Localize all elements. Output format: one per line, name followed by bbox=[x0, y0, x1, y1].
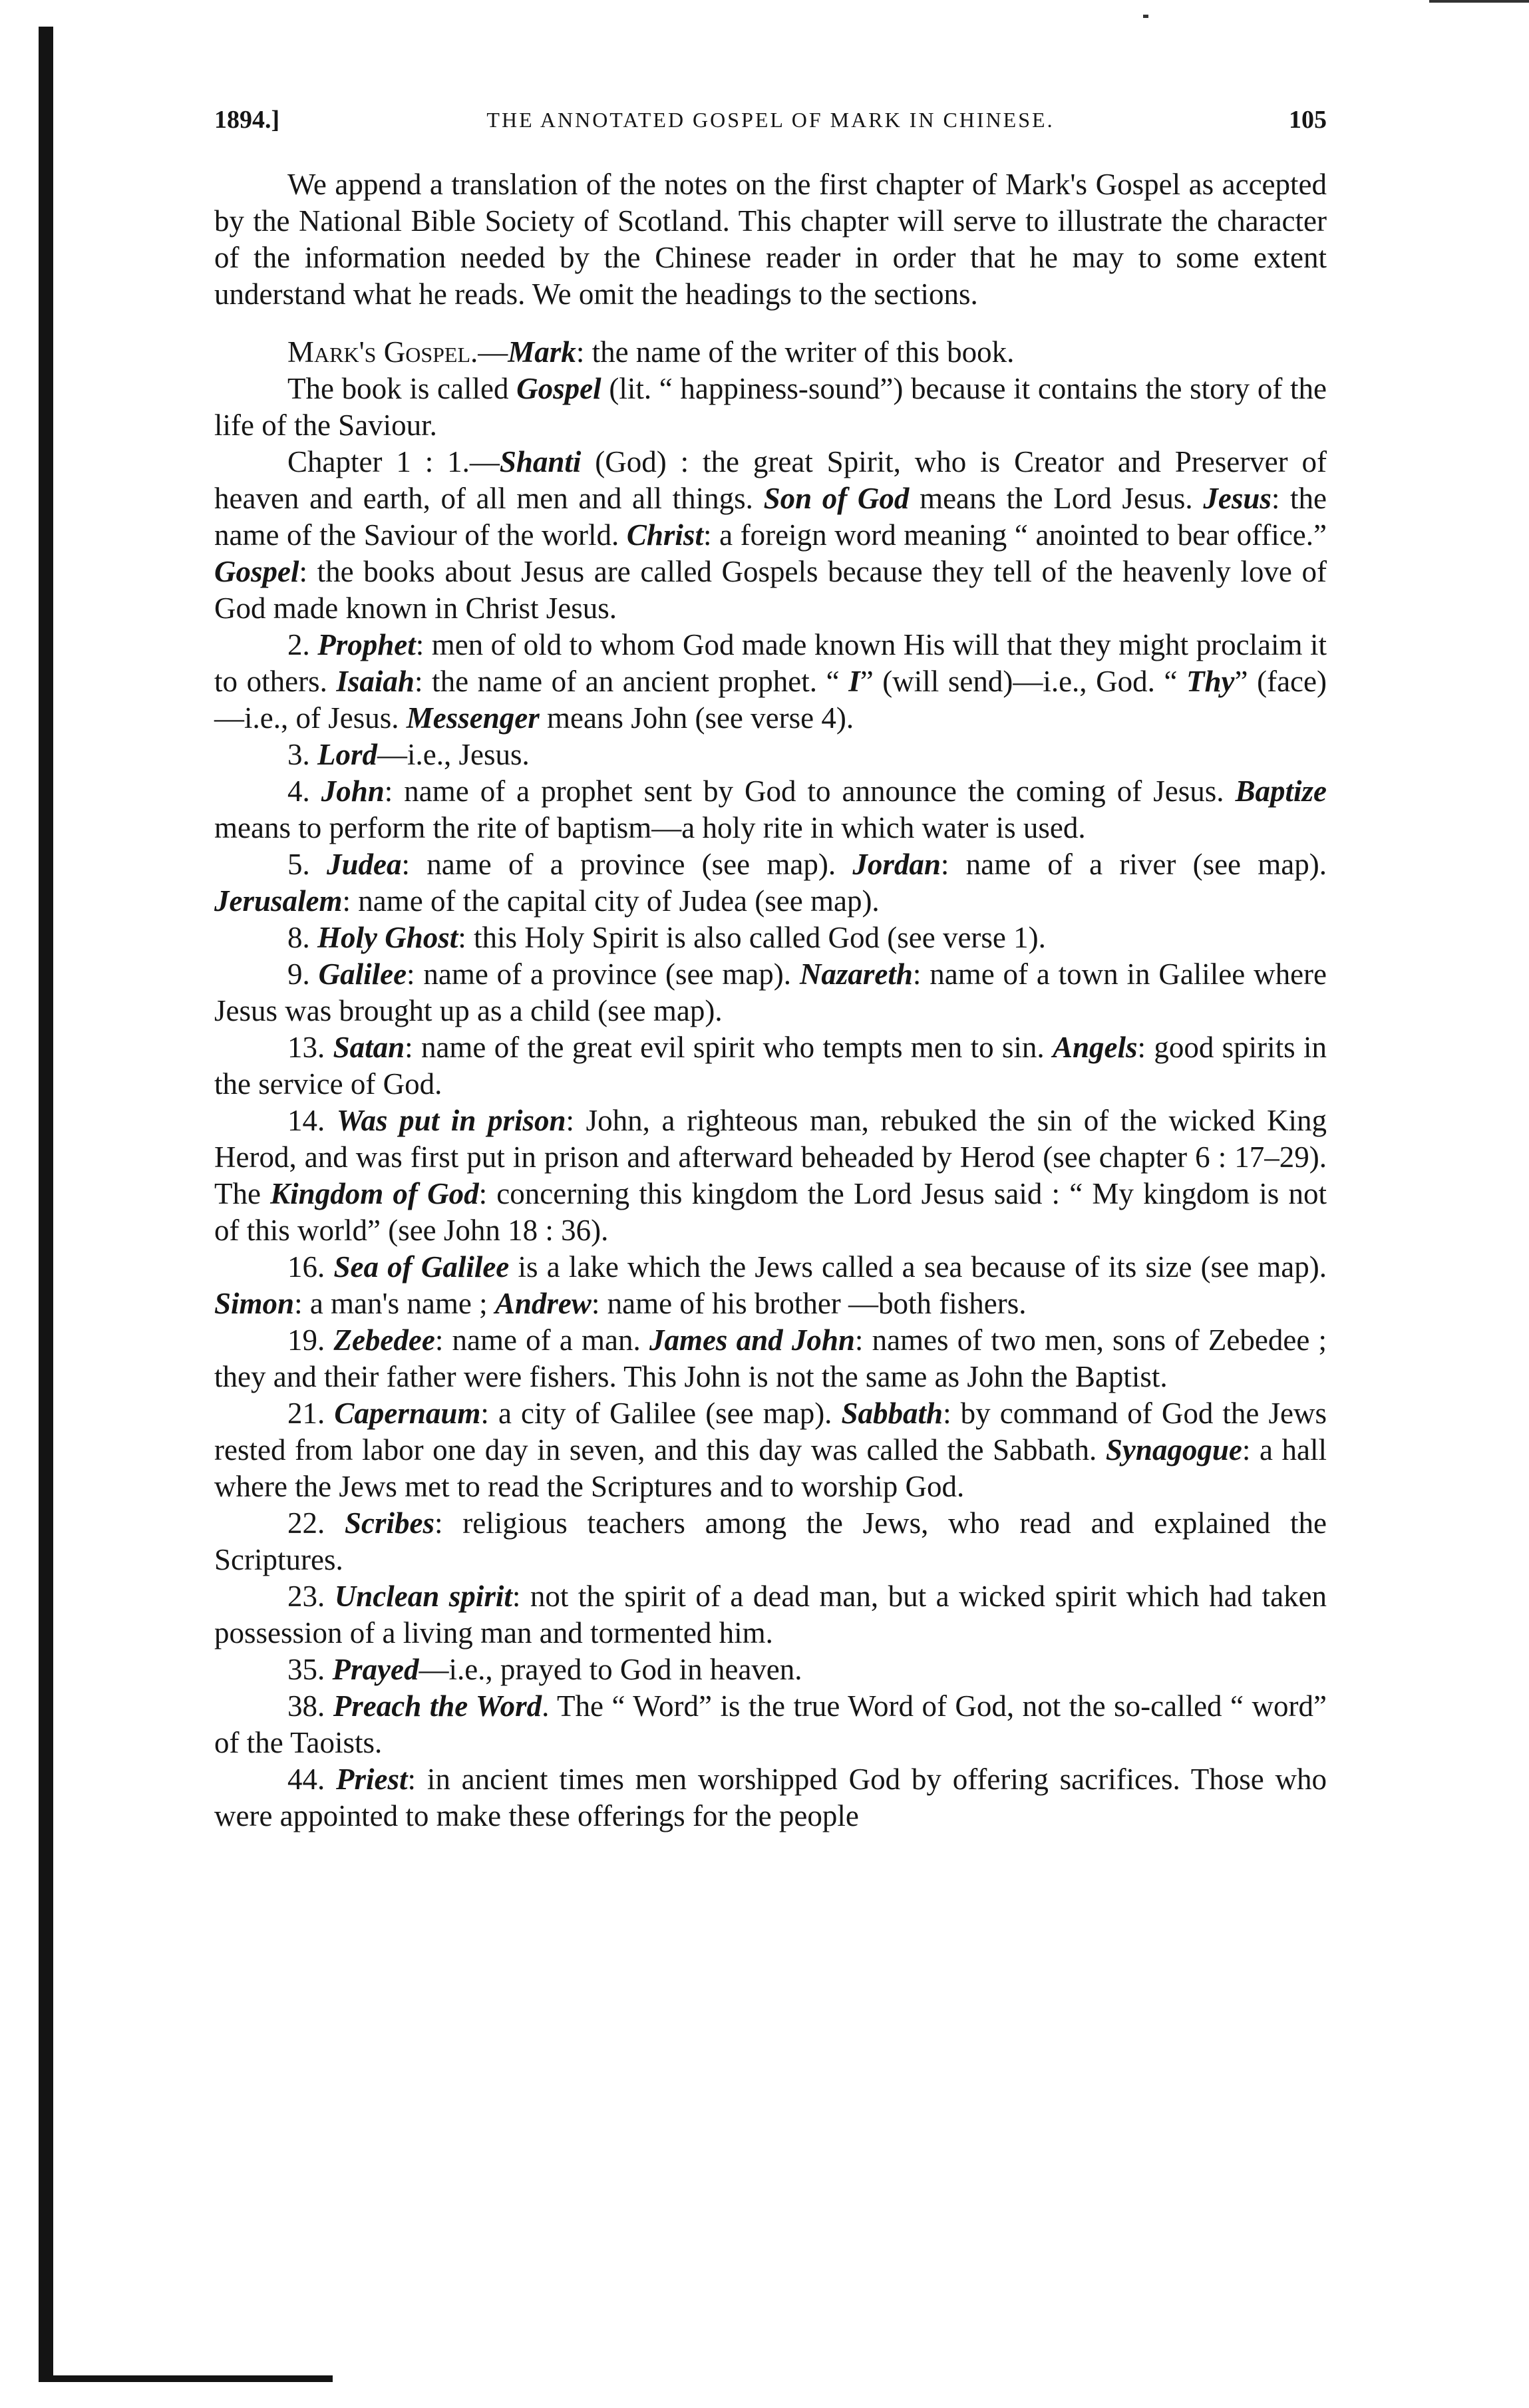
note-term: James and John bbox=[649, 1323, 855, 1357]
note-term: Messenger bbox=[406, 701, 540, 735]
note-term: Son of God bbox=[763, 482, 910, 515]
note-paragraph bbox=[214, 846, 1327, 920]
note-text: . The “ Word” is the true Word of God, not the so-called “ word” of the Taoists. bbox=[214, 1689, 1327, 1759]
running-header bbox=[214, 100, 1327, 140]
note-text: The book is called bbox=[287, 372, 517, 405]
note-text: : name of a province (see map). bbox=[407, 957, 800, 991]
note-lead: 22. bbox=[287, 1506, 345, 1540]
note-text: —i.e., Jesus. bbox=[377, 738, 530, 771]
note-term: Preach the Word bbox=[333, 1689, 542, 1723]
note-text: : the name of the Saviour of the world. bbox=[214, 482, 1327, 552]
note-text: : a foreign word meaning “ anointed to bear office.” bbox=[703, 518, 1327, 552]
note-text: : name of a town in Galilee where Jesus was brought up as a child (see map). bbox=[214, 957, 1327, 1027]
note-text: ” (face)—i.e., of Jesus. bbox=[214, 665, 1327, 735]
corner-mark bbox=[1143, 15, 1148, 18]
note-term: Isaiah bbox=[336, 665, 415, 698]
note-term: Capernaum bbox=[334, 1397, 481, 1430]
note-text: —i.e., prayed to God in heaven. bbox=[419, 1653, 802, 1686]
note-text: : concerning this kingdom the Lord Jesus said : “ My kingdom is not of this world” (see John 18 : 36). bbox=[214, 1177, 1327, 1247]
note-paragraph bbox=[214, 1505, 1327, 1578]
note-text: : good spirits in the service of God. bbox=[214, 1031, 1327, 1101]
note-term: Scribes bbox=[345, 1506, 435, 1540]
note-text: means John (see verse 4). bbox=[539, 701, 854, 735]
note-text: (God) : the great Spirit, who is Creator and Preserver of heaven and earth, of all men and all things. bbox=[214, 445, 1327, 515]
note-lead: 9. bbox=[287, 957, 319, 991]
header-title: THE ANNOTATED GOSPEL OF MARK IN CHINESE. bbox=[486, 108, 1055, 132]
note-paragraph bbox=[214, 1322, 1327, 1395]
note-lead: 19. bbox=[287, 1323, 334, 1357]
note-text: means the Lord Jesus. bbox=[909, 482, 1204, 515]
page-body bbox=[214, 166, 1327, 1834]
note-text: : a hall where the Jews met to read the Scriptures and to worship God. bbox=[214, 1433, 1327, 1503]
page-edge-shadow-foot bbox=[53, 2375, 333, 2382]
note-lead: 4. bbox=[287, 774, 321, 808]
note-text: : men of old to whom God made known His will that they might proclaim it to others. bbox=[214, 628, 1327, 698]
note-term: Baptize bbox=[1235, 774, 1327, 808]
note-paragraph bbox=[214, 1688, 1327, 1761]
notes-list bbox=[214, 334, 1327, 1834]
note-lead: 21. bbox=[287, 1397, 335, 1430]
note-paragraph bbox=[214, 773, 1327, 846]
note-paragraph bbox=[214, 1249, 1327, 1322]
note-paragraph bbox=[214, 334, 1327, 371]
note-lead: 14. bbox=[287, 1104, 337, 1137]
note-text: : not the spirit of a dead man, but a wicked spirit which had taken possession of a living man and tormented him. bbox=[214, 1580, 1327, 1649]
note-text: : by command of God the Jews rested from labor one day in seven, and this day was called the Sabbath. bbox=[214, 1397, 1327, 1466]
note-paragraph bbox=[214, 1761, 1327, 1834]
note-paragraph bbox=[214, 371, 1327, 444]
note-text: : the name of the writer of this book. bbox=[576, 335, 1015, 369]
note-term: Shanti bbox=[499, 445, 582, 478]
note-text: : names of two men, sons of Zebedee ; they and their father were fishers. This John is not the same as John the Baptist. bbox=[214, 1323, 1327, 1393]
note-term: Zebedee bbox=[333, 1323, 435, 1357]
note-term: Prophet bbox=[317, 628, 416, 661]
note-text: means to perform the rite of baptism—a holy rite in which water is used. bbox=[214, 811, 1086, 844]
note-lead: 13. bbox=[287, 1031, 333, 1064]
note-text: : in ancient times men worshipped God by offering sacrifices. Those who were appointed to make these offerings for the people bbox=[214, 1763, 1327, 1832]
note-lead: 16. bbox=[287, 1250, 334, 1284]
note-paragraph bbox=[214, 627, 1327, 737]
note-term: Lord bbox=[317, 738, 377, 771]
note-term: Sea of Galilee bbox=[333, 1250, 510, 1284]
note-term: Thy bbox=[1186, 665, 1235, 698]
note-term: Holy Ghost bbox=[317, 921, 458, 954]
note-paragraph bbox=[214, 444, 1327, 627]
note-term: Jerusalem bbox=[214, 884, 343, 918]
note-text: : the books about Jesus are called Gospels because they tell of the heavenly love of God made known in Christ Jesus. bbox=[214, 555, 1327, 625]
note-paragraph bbox=[214, 1029, 1327, 1103]
note-term: Synagogue bbox=[1105, 1433, 1242, 1466]
note-text: : name of his brother —both fishers. bbox=[591, 1287, 1027, 1320]
note-lead: 2. bbox=[287, 628, 318, 661]
note-lead: 44. bbox=[287, 1763, 337, 1796]
note-lead: 38. bbox=[287, 1689, 333, 1723]
note-text: : name of a man. bbox=[434, 1323, 649, 1357]
note-lead: Mark's Gospel.— bbox=[287, 335, 508, 369]
note-text: : the name of an ancient prophet. “ bbox=[414, 665, 849, 698]
note-term: Nazareth bbox=[799, 957, 913, 991]
note-lead: 5. bbox=[287, 848, 327, 881]
note-text: : name of a province (see map). bbox=[401, 848, 853, 881]
note-term: Was put in prison bbox=[336, 1104, 566, 1137]
note-paragraph bbox=[214, 737, 1327, 773]
note-lead: Chapter 1 : 1.— bbox=[287, 445, 500, 478]
note-text: : name of the capital city of Judea (see map). bbox=[342, 884, 880, 918]
note-term: Judea bbox=[327, 848, 402, 881]
note-paragraph bbox=[214, 1395, 1327, 1505]
note-term: Gospel bbox=[516, 372, 601, 405]
note-term: John bbox=[321, 774, 385, 808]
note-term: Christ bbox=[626, 518, 703, 552]
note-text: : religious teachers among the Jews, who read and explained the Scriptures. bbox=[214, 1506, 1327, 1576]
note-text: : John, a righteous man, rebuked the sin of the wicked King Herod, and was first put in prison and afterward beheaded by Herod (see chapter 6 : 17–29). The bbox=[214, 1104, 1327, 1210]
note-text: : name of a prophet sent by God to announce the coming of Jesus. bbox=[384, 774, 1236, 808]
note-paragraph bbox=[214, 1578, 1327, 1651]
note-text: ” (will send)—i.e., God. “ bbox=[860, 665, 1187, 698]
note-paragraph bbox=[214, 1651, 1327, 1688]
note-term: Unclean spirit bbox=[334, 1580, 512, 1613]
page-edge-shadow bbox=[39, 27, 53, 2382]
note-lead: 8. bbox=[287, 921, 317, 954]
note-paragraph bbox=[214, 920, 1327, 956]
note-paragraph bbox=[214, 956, 1327, 1029]
note-text: : a man's name ; bbox=[294, 1287, 495, 1320]
note-term: Jordan bbox=[852, 848, 941, 881]
note-paragraph bbox=[214, 1103, 1327, 1249]
note-text: : name of a river (see map). bbox=[940, 848, 1327, 881]
note-lead: 35. bbox=[287, 1653, 333, 1686]
header-year: 1894.] bbox=[214, 106, 280, 134]
note-term: Andrew bbox=[494, 1287, 592, 1320]
note-term: Kingdom of God bbox=[270, 1177, 479, 1210]
note-lead: 3. bbox=[287, 738, 317, 771]
note-text: : this Holy Spirit is also called God (see verse 1). bbox=[458, 921, 1046, 954]
note-term: Simon bbox=[214, 1287, 295, 1320]
note-text: : name of the great evil spirit who tempts men to sin. bbox=[405, 1031, 1053, 1064]
note-term: Galilee bbox=[318, 957, 407, 991]
note-lead: 23. bbox=[287, 1580, 335, 1613]
note-text: is a lake which the Jews called a sea because of its size (see map). bbox=[509, 1250, 1327, 1284]
top-right-rule bbox=[1429, 0, 1529, 3]
note-term: Mark bbox=[508, 335, 576, 369]
note-term: Gospel bbox=[214, 555, 299, 588]
note-term: Sabbath bbox=[841, 1397, 943, 1430]
note-term: Satan bbox=[333, 1031, 405, 1064]
note-term: I bbox=[848, 665, 860, 698]
note-term: Angels bbox=[1053, 1031, 1138, 1064]
intro-paragraph: We append a translation of the notes on the first chapter of Mark's Gospel as accepted by the National Bible Society of Scotland. This chapter will serve to illustrate the character of the information needed by the Chinese reader in order that he may to some extent understand what he reads. We omit the headings to the sections. bbox=[214, 168, 1327, 311]
note-term: Priest bbox=[336, 1763, 408, 1796]
note-text: : a city of Galilee (see map). bbox=[480, 1397, 842, 1430]
note-text: (lit. “ happiness-sound”) because it contains the story of the life of the Saviour. bbox=[214, 372, 1327, 442]
page-number: 105 bbox=[1289, 106, 1327, 134]
note-term: Jesus bbox=[1203, 482, 1272, 515]
note-term: Prayed bbox=[332, 1653, 419, 1686]
